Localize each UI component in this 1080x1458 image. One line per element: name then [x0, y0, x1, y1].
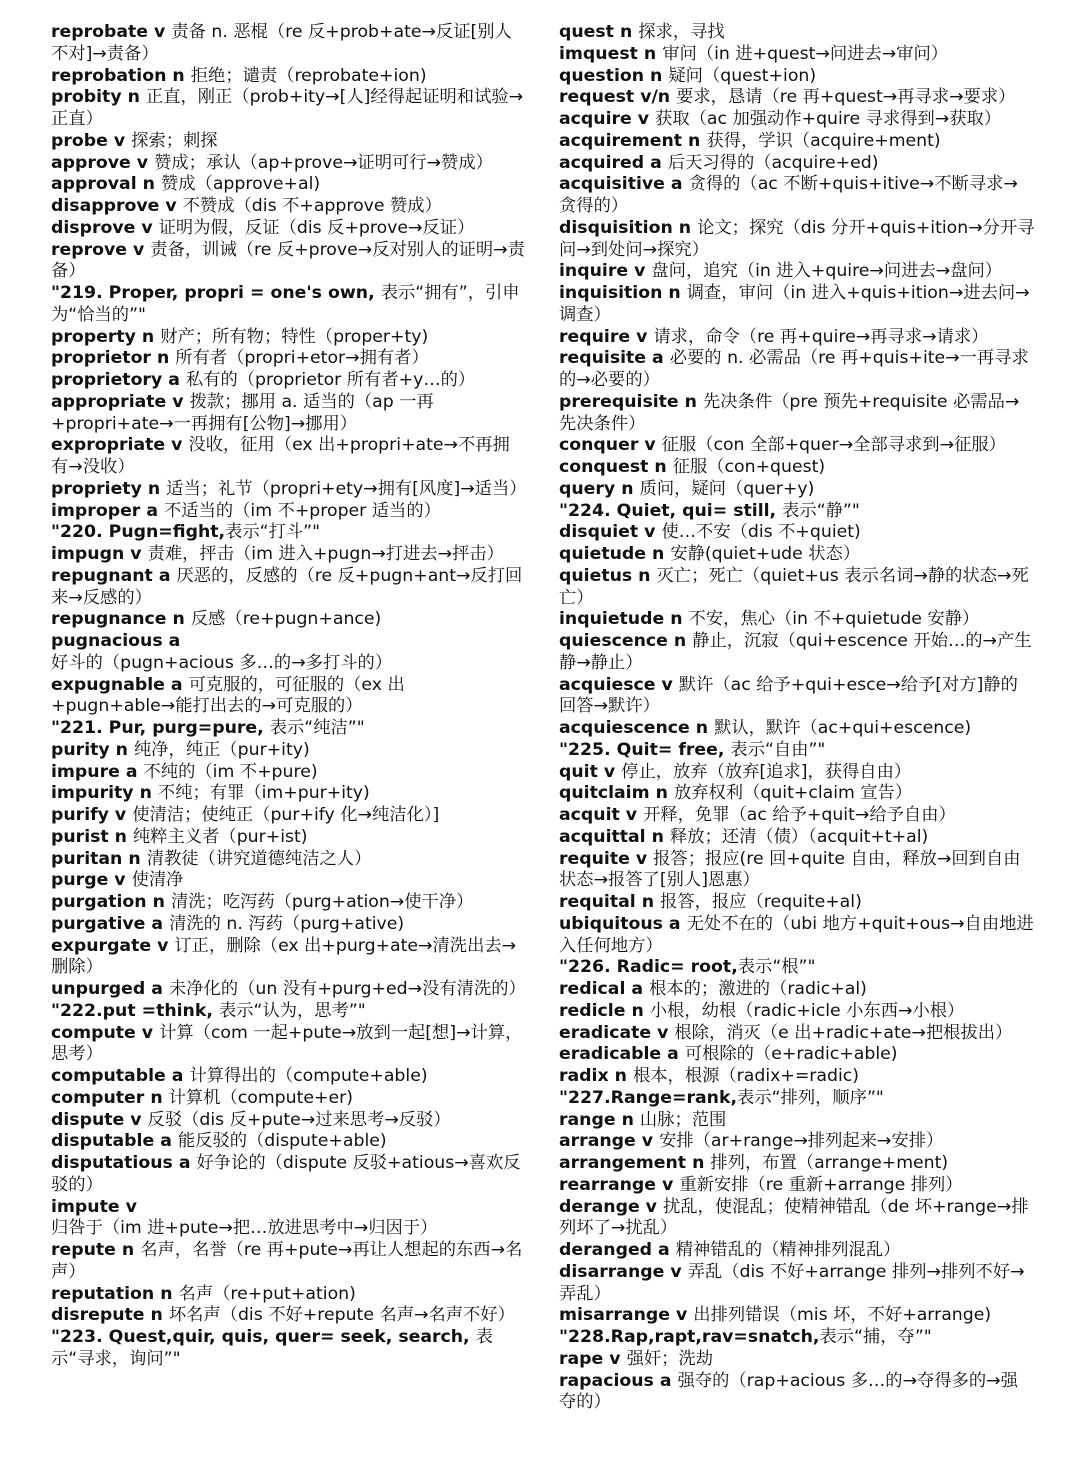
vocab-entry: radix n 根本，根源（radix+=radic) [559, 1066, 860, 1086]
vocab-entry: disputable a 能反驳的（dispute+able) [51, 1131, 387, 1152]
vocab-entry: disapprove v 不赞成（dis 不+approve 赞成） [51, 196, 442, 216]
vocab-entry: quit v 停止，放弃（放弃[追求]，获得自由） [559, 761, 912, 782]
vocab-entry: puritan n 清教徒（讲究道德纯洁之人） [51, 848, 372, 869]
vocab-entry: propriety n 适当；礼节（propri+ety→拥有[风度]→适当） [51, 478, 527, 499]
vocab-entry: requital n 报答，报应（requite+al) [559, 892, 862, 912]
vocab-entry: computer n 计算机（compute+er) [51, 1087, 353, 1108]
vocab-entry: "225. Quit= free, 表示“自由”" [559, 739, 826, 760]
vocab-entry: purist n 纯粹主义者（pur+ist) [51, 826, 308, 847]
vocab-entry: repugnant a 厌恶的，反感的（re 反+pugn+ant→反打回来→反感的） [51, 565, 523, 608]
vocab-entry: quiescence n 静止，沉寂（qui+escence 开始…的→产生静→静止） [559, 631, 1032, 673]
vocab-entry: request v/n 要求，恳请（re 再+quest→再寻求→要求） [559, 87, 1016, 108]
vocab-entry: probity n 正直，刚正（prob+ity→[人]经得起证明和试验→正直） [51, 87, 524, 129]
vocab-entry: expugnable a 可克服的，可征服的（ex 出+pugn+able→能打出去的→可克服的） [51, 674, 405, 717]
vocab-entry: acquirement n 获得，学识（acquire+ment) [559, 130, 941, 151]
vocab-entry: inquietude n 不安，焦心（in 不+quietude 安静） [559, 609, 980, 630]
vocab-entry: inquisition n 调查，审问（in 进入+quis+ition→进去问→调查） [559, 283, 1030, 325]
vocab-entry: compute v 计算（com 一起+pute→放到一起[想]→计算，思考） [51, 1022, 523, 1065]
vocab-entry: reputation n 名声（re+put+ation) [51, 1283, 356, 1304]
vocab-entry: approve v 赞成；承认（ap+prove→证明可行→赞成） [51, 152, 493, 173]
vocab-entry: arrangement n 排列，布置（arrange+ment) [559, 1153, 949, 1173]
vocab-entry: repute n 名声，名誉（re 再+pute→再让人想起的东西→名声） [51, 1240, 523, 1282]
vocab-entry: property n 财产；所有物；特性（proper+ty) [51, 326, 429, 347]
vocab-entry: quitclaim n 放弃权利（quit+claim 宣告） [559, 783, 913, 804]
vocab-entry: quietus n 灭亡；死亡（quiet+us 表示名词→静的状态→死亡） [559, 565, 1029, 608]
vocab-entry: acquire v 获取（ac 加强动作+quire 寻求得到→获取） [559, 109, 1002, 129]
vocab-entry: acquired a 后天习得的（acquire+ed) [559, 152, 879, 173]
vocab-entry: "224. Quiet, qui= still, 表示“静”" [559, 500, 860, 521]
vocab-entry: rape v 强奸；洗劫 [559, 1348, 713, 1369]
vocab-entry: "220. Pugn=fight,表示“打斗”" [51, 522, 321, 543]
left-column [51, 22, 527, 1371]
vocab-entry: reprobation n 拒绝；谴责（reprobate+ion) [51, 65, 427, 86]
vocab-entry: misarrange v 出排列错误（mis 坏，不好+arrange) [559, 1305, 992, 1326]
vocab-entry: disprove v 证明为假，反证（dis 反+prove→反证） [51, 217, 475, 238]
vocab-entry: disquisition n 论文；探究（dis 分开+quis+ition→分开寻问→到处问→探究） [559, 217, 1035, 260]
vocab-entry: disputatious a 好争论的（dispute 反驳+atious→喜欢反驳的） [51, 1153, 521, 1195]
vocab-entry: disrepute n 坏名声（dis 不好+repute 名声→名声不好） [51, 1305, 515, 1326]
vocab-entry: reprobate v 责备 n. 恶棍（re 反+prob+ate→反证[别人不对]→责备） [51, 22, 512, 64]
vocab-entry: "228.Rap,rapt,rav=snatch,表示“捕，夺”" [559, 1327, 932, 1347]
vocab-entry: acquiescence n 默认，默许（ac+qui+escence) [559, 718, 972, 738]
vocab-entry: redicle n 小根，幼根（radic+icle 小东西→小根） [559, 1000, 965, 1021]
vocab-entry: redical a 根本的；激进的（radic+al) [559, 979, 867, 999]
vocab-entry: requisite a 必要的 n. 必需品（re 再+quis+ite→一再寻求的→必要的） [559, 348, 1029, 390]
vocab-entry: impurity n 不纯；有罪（im+pur+ity) [51, 783, 370, 804]
vocab-entry: pugnacious a 好斗的（pugn+acious 多…的→多打斗的） [51, 631, 393, 673]
vocab-entry: rapacious a 强夺的（rap+acious 多…的→夺得多的→强夺的） [559, 1370, 1018, 1413]
vocab-entry: unpurged a 未净化的（un 没有+purg+ed→没有清洗的） [51, 979, 526, 999]
vocab-entry: acquiesce v 默许（ac 给予+qui+esce→给予[对方]静的回答→默许） [559, 674, 1018, 717]
vocab-entry: acquisitive a 贪得的（ac 不断+quis+itive→不断寻求→贪得的） [559, 174, 1018, 216]
vocab-entry: query n 质问，疑问（quer+y) [559, 478, 815, 499]
vocab-entry: proprietor n 所有者（propri+etor→拥有者） [51, 348, 429, 369]
vocab-entry: "222.put =think, 表示“认为，思考”" [51, 1000, 366, 1021]
vocab-entry: eradicate v 根除，消灭（e 出+radic+ate→把根拔出） [559, 1022, 1013, 1043]
vocab-entry: dispute v 反驳（dis 反+pute→过来思考→反驳） [51, 1109, 451, 1130]
vocab-entry: reprove v 责备，训诫（re 反+prove→反对别人的证明→责备） [51, 239, 525, 282]
vocab-entry: purity n 纯净，纯正（pur+ity) [51, 739, 310, 760]
vocab-entry: prerequisite n 先决条件（pre 预先+requisite 必需品→先决条件） [559, 391, 1020, 434]
vocab-entry: impute v 归咎于（im 进+pute→把…放进思考中→归因于） [51, 1196, 438, 1239]
vocab-entry: "221. Pur, purg=pure, 表示“纯洁”" [51, 718, 365, 738]
vocab-entry: disarrange v 弄乱（dis 不好+arrange 排列→排列不好→弄乱） [559, 1261, 1025, 1304]
vocab-entry: quietude n 安静(quiet+ude 状态） [559, 544, 861, 564]
vocab-entry: purgation n 清洗；吃泻药（purg+ation→使干净） [51, 892, 474, 912]
vocab-entry: conquer v 征服（con 全部+quer→全部寻求到→征服） [559, 435, 1006, 456]
right-column [559, 22, 1035, 1414]
vocab-entry: impugn v 责难，抨击（im 进入+pugn→打进去→抨击） [51, 544, 504, 564]
vocab-entry: derange v 扰乱，使混乱；使精神错乱（de 坏+range→排列坏了→扰乱） [559, 1196, 1029, 1239]
vocab-entry: ubiquitous a 无处不在的（ubi 地方+quit+ous→自由地进入任何地方） [559, 913, 1034, 956]
vocab-entry: conquest n 征服（con+quest) [559, 457, 826, 477]
vocab-entry: expropriate v 没收，征用（ex 出+propri+ate→不再拥有→没收） [51, 435, 510, 477]
vocab-entry: improper a 不适当的（im 不+proper 适当的） [51, 500, 441, 521]
vocab-entry: impure a 不纯的（im 不+pure) [51, 761, 318, 782]
vocab-entry: deranged a 精神错乱的（精神排列混乱） [559, 1240, 901, 1260]
vocab-entry: "226. Radic= root,表示“根”" [559, 957, 816, 978]
vocab-entry: disquiet v 使…不安（dis 不+quiet) [559, 522, 861, 543]
vocab-entry: quest n 探求，寻找 [559, 22, 725, 42]
vocab-entry: acquit v 开释，免罪（ac 给予+quit→给予自由） [559, 805, 956, 825]
vocab-entry: requite v 报答；报应(re 回+quite 自由，释放→回到自由状态→报答了[别人]恩惠） [559, 848, 1021, 891]
vocab-entry: probe v 探索；刺探 [51, 130, 218, 151]
vocab-entry: arrange v 安排（ar+range→排列起来→安排） [559, 1131, 944, 1152]
vocab-entry: repugnance n 反感（re+pugn+ance) [51, 609, 382, 630]
vocab-entry: rearrange v 重新安排（re 重新+arrange 排列） [559, 1174, 963, 1195]
vocab-entry: purify v 使清洁；使纯正（pur+ify 化→纯洁化）] [51, 805, 440, 825]
vocab-entry: acquittal n 释放；还清（债）（acquit+t+al) [559, 826, 929, 847]
vocab-entry: eradicable a 可根除的（e+radic+able) [559, 1044, 898, 1065]
vocab-entry: expurgate v 订正，删除（ex 出+purg+ate→清洗出去→删除） [51, 935, 517, 978]
vocab-entry: question n 疑问（quest+ion) [559, 65, 817, 86]
vocab-entry: approval n 赞成（approve+al) [51, 174, 321, 195]
vocab-entry: "223. Quest,quir, quis, quer= seek, search, 表示“寻求，询问”" [51, 1327, 493, 1369]
vocab-entry: "227.Range=rank,表示“排列，顺序”" [559, 1087, 884, 1108]
vocab-entry: "219. Proper, propri = one's own, 表示“拥有”，引申为“恰当的”" [51, 283, 520, 325]
vocab-entry: computable a 计算得出的（compute+able) [51, 1066, 428, 1086]
vocab-entry: purge v 使清净 [51, 870, 184, 891]
vocab-entry: range n 山脉；范围 [559, 1109, 727, 1130]
vocab-entry: imquest n 审问（in 进+quest→问进去→审问） [559, 43, 949, 64]
vocab-entry: require v 请求，命令（re 再+quire→再寻求→请求） [559, 326, 989, 347]
vocab-entry: appropriate v 拨款；挪用 a. 适当的（ap 一再+propri+ate→一再拥有[公物]→挪用） [51, 391, 434, 434]
vocab-entry: purgative a 清洗的 n. 泻药（purg+ative) [51, 913, 405, 934]
vocab-entry: proprietory a 私有的（proprietor 所有者+y…的） [51, 370, 476, 390]
vocab-entry: inquire v 盘问，追究（in 进入+quire→问进去→盘问） [559, 261, 1003, 282]
